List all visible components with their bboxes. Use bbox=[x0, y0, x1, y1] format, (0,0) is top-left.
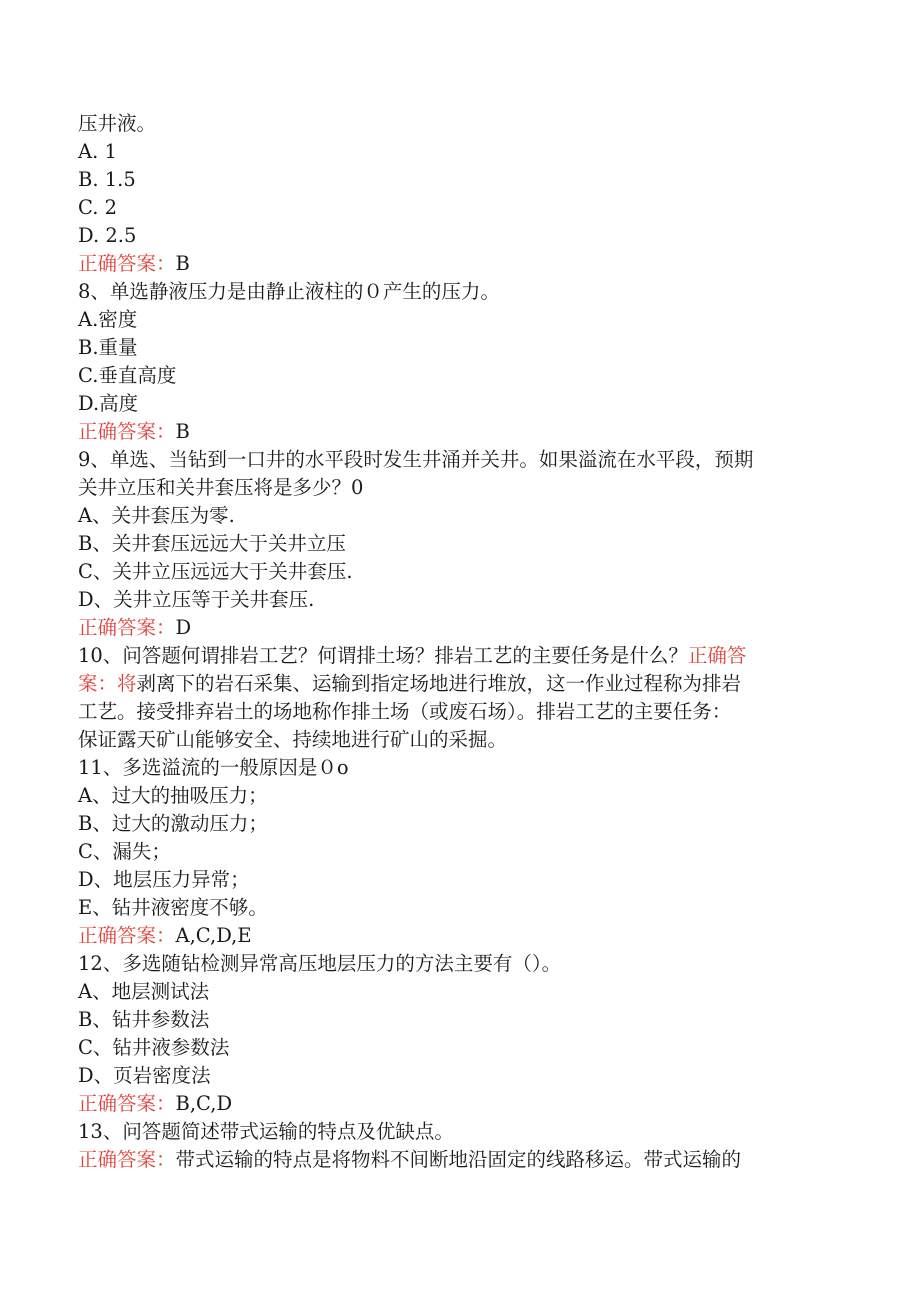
q11-option-d: D、地层压力异常； bbox=[78, 868, 250, 891]
q12-option-d: D、页岩密度法 bbox=[78, 1064, 211, 1087]
q7-answer bbox=[78, 250, 838, 278]
answer-value: B bbox=[175, 252, 190, 275]
answer-label: 正确答案： bbox=[78, 1148, 176, 1171]
q8-option-d: D.高度 bbox=[78, 392, 139, 415]
answer-label: 正确答案： bbox=[78, 924, 176, 947]
q12-option-c: C、钻井液参数法 bbox=[78, 1036, 230, 1059]
answer-value: A,C,D,E bbox=[175, 924, 252, 947]
q7-option-c: C. 2 bbox=[78, 196, 118, 219]
q7-option-a: A. 1 bbox=[78, 140, 117, 163]
q9-answer bbox=[78, 614, 838, 642]
answer-label-part1: 正确答 bbox=[687, 644, 747, 667]
q8-answer bbox=[78, 418, 838, 446]
q7-option-b: B. 1.5 bbox=[78, 168, 136, 191]
q11-option-c: C、漏失； bbox=[78, 840, 171, 863]
q10-line4: 保证露天矿山能够安全、持续地进行矿山的采掘。 bbox=[78, 728, 508, 751]
answer-value: B,C,D bbox=[175, 1092, 233, 1115]
q12-option-b: B、钻井参数法 bbox=[78, 1008, 210, 1031]
q10-stem: 10、问答题何谓排岩工艺？何谓排土场？排岩工艺的主要任务是什么？ bbox=[78, 644, 688, 667]
q12-answer bbox=[78, 1090, 838, 1118]
q11-option-e: E、钻井液密度不够。 bbox=[78, 896, 268, 919]
q7-stem-tail: 压井液。 bbox=[78, 112, 157, 135]
q11-answer bbox=[78, 922, 838, 950]
q11-option-b: B、过大的激动压力； bbox=[78, 812, 268, 835]
q9-stem-line1: 9、单选、当钻到一口井的水平段时发生井涌并关井。如果溢流在水平段，预期 bbox=[78, 448, 754, 471]
q9-option-c: C、关井立压远远大于关井套压. bbox=[78, 560, 353, 583]
q13-answer bbox=[78, 1146, 838, 1174]
q9-stem-line2: 关井立压和关井套压将是多少？0 bbox=[78, 476, 364, 499]
q9-option-a: A、关井套压为零. bbox=[78, 504, 235, 527]
answer-label: 正确答案： bbox=[78, 616, 176, 639]
q12-stem: 12、多选随钻检测异常高压地层压力的方法主要有（）。 bbox=[78, 952, 562, 975]
answer-text: 带式运输的特点是将物料不间断地沿固定的线路移运。带式运输的 bbox=[175, 1148, 742, 1171]
document-page bbox=[78, 110, 838, 1174]
q11-stem: 11、多选溢流的一般原因是０o bbox=[78, 756, 349, 779]
q11-option-a: A、过大的抽吸压力； bbox=[78, 784, 268, 807]
q10-line3: 工艺。接受排弃岩土的场地称作排土场（或废石场）。排岩工艺的主要任务： bbox=[78, 700, 732, 723]
answer-label: 正确答案： bbox=[78, 420, 176, 443]
q10-line2 bbox=[78, 670, 838, 698]
q10-stem-line1 bbox=[78, 642, 838, 670]
q9-option-b: B、关井套压远远大于关井立压 bbox=[78, 532, 346, 555]
q10-answer-text: 剥离下的岩石采集、运输到指定场地进行堆放，这一作业过程称为排岩 bbox=[136, 672, 742, 695]
q12-option-a: A、地层测试法 bbox=[78, 980, 210, 1003]
q8-option-c: C.垂直高度 bbox=[78, 364, 177, 387]
answer-value: B bbox=[175, 420, 190, 443]
q8-option-b: B.重量 bbox=[78, 336, 138, 359]
answer-label: 正确答案： bbox=[78, 252, 176, 275]
q9-option-d: D、关井立压等于关井套压. bbox=[78, 588, 315, 611]
q8-stem: 8、单选静液压力是由静止液柱的０产生的压力。 bbox=[78, 280, 500, 303]
q7-option-d: D. 2.5 bbox=[78, 224, 137, 247]
q8-option-a: A.密度 bbox=[78, 308, 138, 331]
answer-value: D bbox=[175, 616, 192, 639]
q13-stem: 13、问答题简述带式运输的特点及优缺点。 bbox=[78, 1120, 454, 1143]
answer-label-part2: 案：将 bbox=[78, 672, 137, 695]
answer-label: 正确答案： bbox=[78, 1092, 176, 1115]
